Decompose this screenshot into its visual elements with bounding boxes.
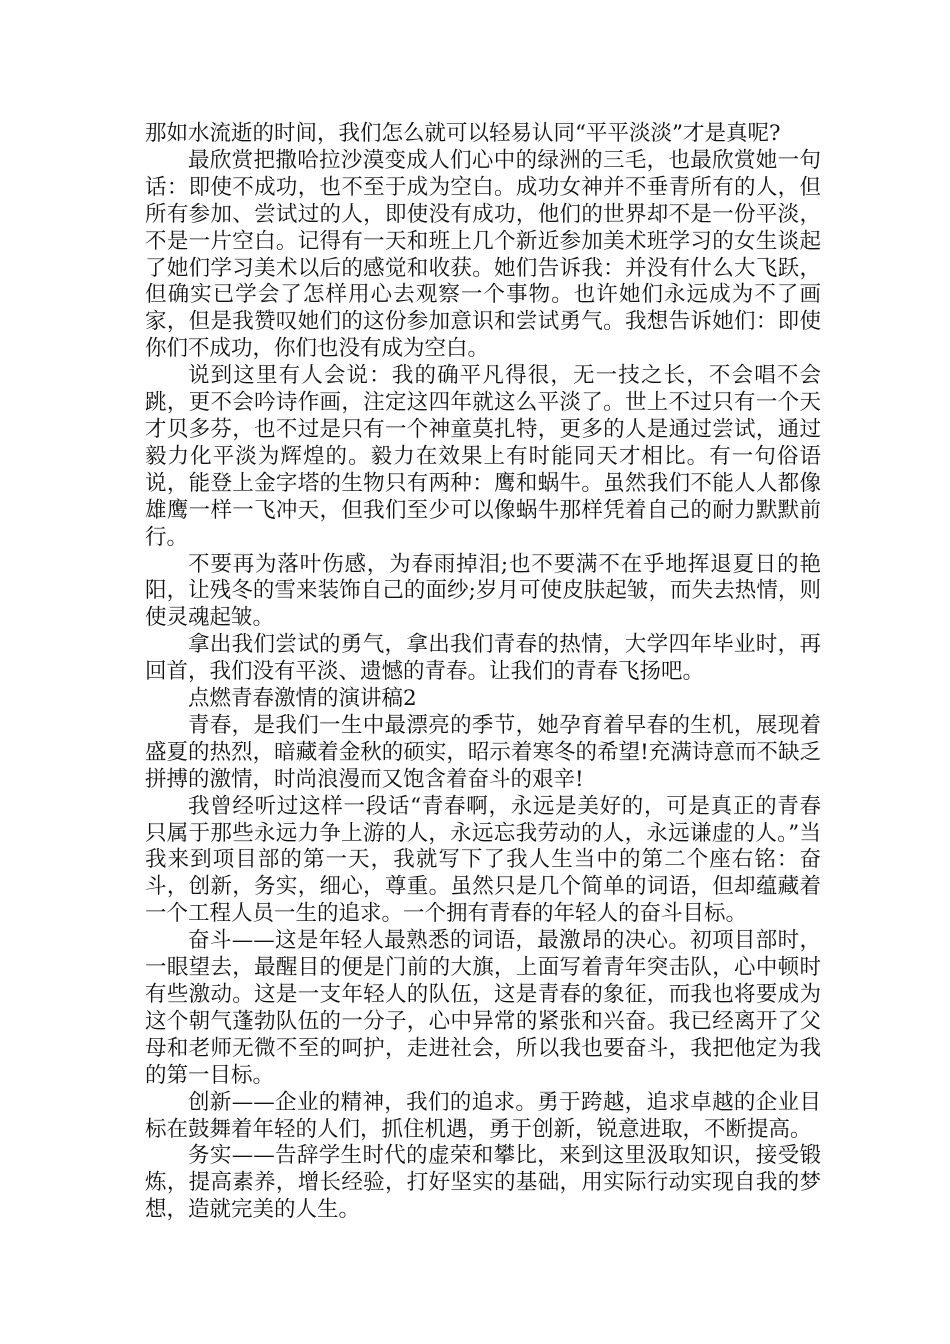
paragraph-no-sorrow: 不要再为落叶伤感，为春雨掉泪;也不要满不在乎地挥退夏日的艳阳，让残冬的雪来装饰自己的面纱;岁月可使皮肤起皱，而失去热情，则使灵魂起皱。 xyxy=(145,551,821,631)
paragraph-sanmao: 最欣赏把撒哈拉沙漠变成人们心中的绿洲的三毛，也最欣赏她一句话：即使不成功，也不至于成为空白。成功女神并不垂青所有的人，但所有参加、尝试过的人，即使没有成功，他们的世界却不是一份平淡，不是一片空白。记得有一天和班上几个新近参加美术班学习的女生谈起了她们学习美术以后的感觉和收获。她们告诉我：并没有什么大飞跃，但确实已学会了怎样用心去观察一个事物。也许她们永远成为不了画家，但是我赞叹她们的这份参加意识和尝试勇气。我想告诉她们：即使你们不成功，你们也没有成为空白。 xyxy=(145,147,821,362)
section-heading: 点燃青春激情的演讲稿2 xyxy=(188,686,417,712)
paragraph-struggle: 奋斗——这是年轻人最熟悉的词语，最激昂的决心。初项目部时，一眼望去，最醒目的便是门前的大旗，上面写着青年突击队，心中顿时有些激动。这是一支年轻人的队伍，这是青春的象征，而我也将要成为这个朝气蓬勃队伍的一分子，心中异常的紧张和兴奋。我已经离开了父母和老师无微不至的呵护，走进社会，所以我也要奋斗，我把他定为我的第一目标。 xyxy=(145,928,821,1088)
document-page xyxy=(145,121,821,1224)
paragraph-intro-continued: 那如水流逝的时间，我们怎么就可以轻易认同“平平淡淡”才是真呢? xyxy=(145,121,781,146)
paragraph-pragmatism: 务实——告辞学生时代的虚荣和攀比，来到这里汲取知识，接受锻炼，提高素养，增长经验，打好坚实的基础，用实际行动实现自我的梦想，造就完美的人生。 xyxy=(145,1143,821,1223)
paragraph-innovation: 创新——企业的精神，我们的追求。勇于跨越，追求卓越的企业目标在鼓舞着年轻的人们，抓住机遇，勇于创新，锐意进取，不断提高。 xyxy=(145,1089,821,1142)
paragraph-perseverance: 说到这里有人会说：我的确平凡得很，无一技之长，不会唱不会跳，更不会吟诗作画，注定这四年就这么平淡了。世上不过只有一个天才贝多芬，也不过是只有一个神童莫扎特，更多的人是通过尝试，通过毅力化平淡为辉煌的。毅力在效果上有时能同天才相比。有一句俗语说，能登上金字塔的生物只有两种：鹰和蜗牛。虽然我们不能人人都像雄鹰一样一飞冲天，但我们至少可以像蜗牛那样凭着自己的耐力默默前行。 xyxy=(145,363,821,550)
paragraph-youth-season: 青春，是我们一生中最漂亮的季节，她孕育着早春的生机，展现着盛夏的热烈，暗藏着金秋的硕实，昭示着寒冬的希望!充满诗意而不缺乏拼搏的激情，时尚浪漫而又饱含着奋斗的艰辛! xyxy=(145,712,821,792)
paragraph-motto: 我曾经听过这样一段话“青春啊，永远是美好的，可是真正的青春只属于那些永远力争上游的人，永远忘我劳动的人，永远谦虚的人。”当我来到项目部的第一天，我就写下了我人生当中的第二个座右铭：奋斗，创新，务实，细心，尊重。虽然只是几个简单的词语，但却蕴藏着一个工程人员一生的追求。一个拥有青春的年轻人的奋斗目标。 xyxy=(145,793,821,927)
paragraph-courage: 拿出我们尝试的勇气，拿出我们青春的热情，大学四年毕业时，再回首，我们没有平淡、遗憾的青春。让我们的青春飞扬吧。 xyxy=(145,632,821,685)
